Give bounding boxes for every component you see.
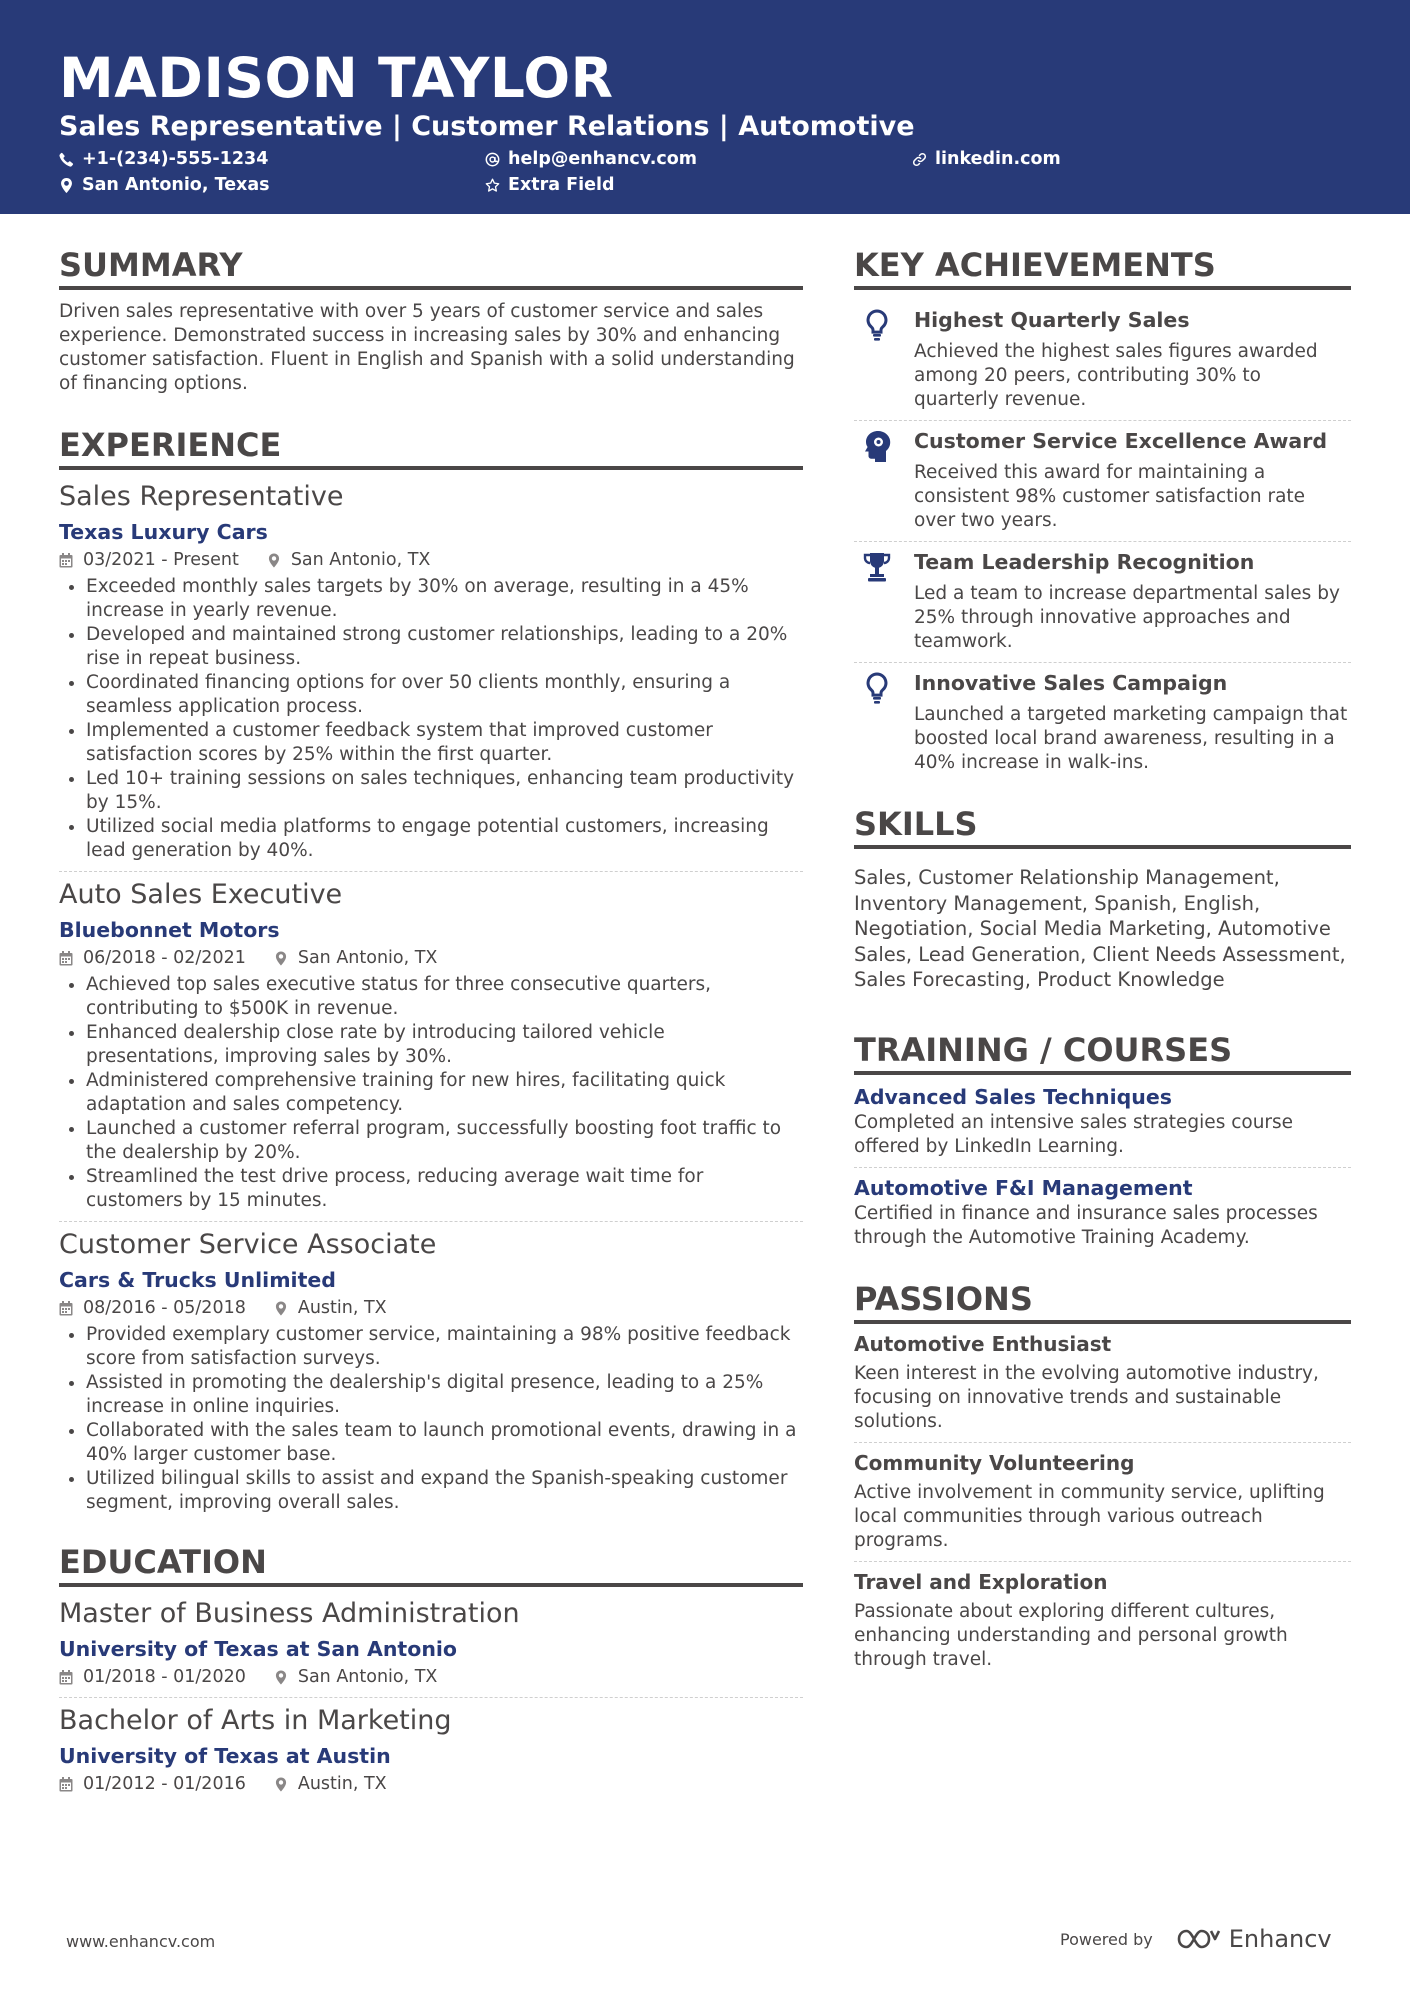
skills-text: Sales, Customer Relationship Management, Inventory Management, Spanish, English, Negotiation, Social Media Marketing, Automotive Sales, Lead Generation, Client Needs Assessment, Sales Forecasting, Product Knowledge bbox=[854, 866, 1346, 991]
passion-desc: Active involvement in community service, uplifting local communities through various outreach programs. bbox=[854, 1481, 1325, 1551]
passion-title: Travel and Exploration bbox=[854, 1569, 1108, 1594]
calendar-icon bbox=[59, 951, 73, 966]
bullet-item: Enhanced dealership close rate by introducing tailored vehicle presentations, improving sales by 30%. bbox=[59, 1021, 803, 1069]
achievement-title: Highest Quarterly Sales bbox=[914, 308, 1190, 332]
job-bullets bbox=[59, 575, 803, 863]
bullet-item: Collaborated with the sales team to launch promotional events, drawing in a 40% larger customer base. bbox=[59, 1419, 803, 1467]
course-item bbox=[854, 1174, 1351, 1250]
headline: Sales Representative | Customer Relations | Automotive bbox=[59, 111, 915, 142]
school-name: University of Texas at San Antonio bbox=[59, 1637, 458, 1661]
contact-location bbox=[59, 174, 270, 196]
phone-icon bbox=[59, 152, 74, 167]
achievement-title: Team Leadership Recognition bbox=[914, 550, 1255, 574]
job-meta bbox=[59, 1296, 803, 1320]
passion-title: Automotive Enthusiast bbox=[854, 1331, 1112, 1356]
star-icon bbox=[485, 178, 500, 193]
achievement-title: Customer Service Excellence Award bbox=[914, 429, 1328, 453]
bullet-item: Provided exemplary customer service, maintaining a 98% positive feedback score from satisfaction surveys. bbox=[59, 1323, 803, 1371]
enhancv-logo-icon bbox=[1175, 1927, 1221, 1951]
divider bbox=[854, 1442, 1351, 1443]
location-pin-icon bbox=[267, 553, 281, 568]
calendar-icon bbox=[59, 1777, 73, 1792]
bullet-item: Achieved top sales executive status for three consecutive quarters, contributing to $500K in revenue. bbox=[59, 973, 803, 1021]
job-meta bbox=[59, 946, 803, 970]
course-title: Automotive F&I Management bbox=[854, 1175, 1193, 1200]
achievement-title: Innovative Sales Campaign bbox=[914, 671, 1228, 695]
education-entry bbox=[59, 1597, 803, 1689]
achievements-section bbox=[854, 246, 1351, 783]
job-bullets bbox=[59, 1323, 803, 1515]
education-meta bbox=[59, 1772, 803, 1796]
passions-section bbox=[854, 1280, 1351, 1672]
education-entry bbox=[59, 1704, 803, 1796]
calendar-icon bbox=[59, 1301, 73, 1316]
section-title: SUMMARY bbox=[59, 246, 803, 290]
bullet-item: Coordinated financing options for over 50 clients monthly, ensuring a seamless application process. bbox=[59, 671, 803, 719]
passion-title: Community Volunteering bbox=[854, 1450, 1135, 1475]
job-meta bbox=[59, 548, 803, 572]
candidate-name: MADISON TAYLOR bbox=[59, 46, 614, 110]
contact-linkedin[interactable] bbox=[912, 148, 1061, 170]
course-title: Advanced Sales Techniques bbox=[854, 1084, 1172, 1109]
passion-item bbox=[854, 1568, 1351, 1672]
bullet-item: Assisted in promoting the dealership's digital presence, leading to a 25% increase in online inquiries. bbox=[59, 1371, 803, 1419]
achievement-desc: Achieved the highest sales figures awarded among 20 peers, contributing 30% to quarterly revenue. bbox=[914, 341, 1318, 410]
bullet-item: Administered comprehensive training for new hires, facilitating quick adaptation and sales competency. bbox=[59, 1069, 803, 1117]
company-name: Texas Luxury Cars bbox=[59, 520, 268, 544]
head-icon bbox=[862, 429, 892, 463]
course-item bbox=[854, 1083, 1351, 1159]
degree: Master of Business Administration bbox=[59, 1598, 520, 1629]
summary-section bbox=[59, 246, 803, 396]
lightbulb-icon bbox=[862, 671, 892, 705]
left-column bbox=[59, 246, 803, 1796]
link-icon bbox=[912, 152, 927, 167]
trophy-icon bbox=[862, 550, 892, 584]
bullet-item: Developed and maintained strong customer relationships, leading to a 20% rise in repeat business. bbox=[59, 623, 803, 671]
school-name: University of Texas at Austin bbox=[59, 1744, 391, 1768]
brand-name: Enhancv bbox=[1228, 1925, 1332, 1953]
location-value: San Antonio, Texas bbox=[82, 175, 270, 195]
calendar-icon bbox=[59, 553, 73, 568]
passion-desc: Passionate about exploring different cultures, enhancing understanding and personal growth through travel. bbox=[854, 1600, 1288, 1670]
section-title: PASSIONS bbox=[854, 1280, 1351, 1324]
location-pin-icon bbox=[274, 1777, 288, 1792]
divider bbox=[59, 1221, 803, 1222]
experience-entry bbox=[59, 1228, 803, 1515]
achievement-item bbox=[854, 542, 1351, 662]
job-title: Auto Sales Executive bbox=[59, 879, 343, 910]
section-title: KEY ACHIEVEMENTS bbox=[854, 246, 1351, 290]
passion-desc: Keen interest in the evolving automotive industry, focusing on innovative trends and sustainable solutions. bbox=[854, 1362, 1319, 1432]
calendar-icon bbox=[59, 1670, 73, 1685]
location-pin-icon bbox=[274, 951, 288, 966]
passion-item bbox=[854, 1330, 1351, 1434]
bullet-item: Utilized bilingual skills to assist and expand the Spanish-speaking customer segment, improving overall sales. bbox=[59, 1467, 803, 1515]
company-name: Cars & Trucks Unlimited bbox=[59, 1268, 336, 1292]
job-location: Austin, TX bbox=[297, 1298, 387, 1318]
email-value[interactable]: help@enhancv.com bbox=[508, 149, 698, 169]
enhancv-logo[interactable] bbox=[1175, 1925, 1332, 1953]
bullet-item: Streamlined the test drive process, reducing average wait time for customers by 15 minutes. bbox=[59, 1165, 803, 1213]
divider bbox=[59, 1697, 803, 1698]
bullet-item: Launched a customer referral program, successfully boosting foot traffic to the dealership by 20%. bbox=[59, 1117, 803, 1165]
extra-value: Extra Field bbox=[508, 175, 615, 195]
footer-branding bbox=[1060, 1925, 1332, 1953]
experience-section bbox=[59, 426, 803, 1515]
section-title: TRAINING / COURSES bbox=[854, 1031, 1351, 1075]
at-sign-icon bbox=[485, 152, 500, 167]
right-column bbox=[854, 246, 1351, 1672]
footer-website[interactable]: www.enhancv.com bbox=[66, 1932, 216, 1951]
location-pin-icon bbox=[274, 1301, 288, 1316]
lightbulb-icon bbox=[862, 308, 892, 342]
bullet-item: Led 10+ training sessions on sales techniques, enhancing team productivity by 15%. bbox=[59, 767, 803, 815]
phone-value: +1-(234)-555-1234 bbox=[82, 149, 269, 169]
education-meta bbox=[59, 1665, 803, 1689]
divider bbox=[854, 1561, 1351, 1562]
experience-entry bbox=[59, 878, 803, 1213]
achievement-desc: Received this award for maintaining a consistent 98% customer satisfaction rate over two years. bbox=[914, 462, 1306, 531]
achievement-item bbox=[854, 421, 1351, 541]
experience-entry bbox=[59, 480, 803, 863]
bullet-item: Implemented a customer feedback system that improved customer satisfaction scores by 25% within the first quarter. bbox=[59, 719, 803, 767]
linkedin-value[interactable]: linkedin.com bbox=[935, 149, 1061, 169]
summary-text: Driven sales representative with over 5 years of customer service and sales experience. Demonstrated success in increasing sales by 30% and enhancing customer satisfaction. Fluent in English and Spanish with a solid understanding of financing options. bbox=[59, 301, 795, 394]
job-location: San Antonio, TX bbox=[290, 550, 431, 570]
education-location: San Antonio, TX bbox=[297, 1667, 438, 1687]
location-pin-icon bbox=[59, 178, 74, 193]
job-dates: 03/2021 - Present bbox=[83, 550, 239, 570]
achievement-item bbox=[854, 663, 1351, 783]
section-title: EXPERIENCE bbox=[59, 426, 803, 470]
course-desc: Completed an intensive sales strategies course offered by LinkedIn Learning. bbox=[854, 1111, 1294, 1157]
education-dates: 01/2012 - 01/2016 bbox=[83, 1774, 246, 1794]
section-title: SKILLS bbox=[854, 805, 1351, 849]
bullet-item: Exceeded monthly sales targets by 30% on average, resulting in a 45% increase in yearly revenue. bbox=[59, 575, 803, 623]
job-bullets bbox=[59, 973, 803, 1213]
degree: Bachelor of Arts in Marketing bbox=[59, 1705, 452, 1736]
training-section bbox=[854, 1031, 1351, 1250]
job-location: San Antonio, TX bbox=[297, 948, 438, 968]
education-dates: 01/2018 - 01/2020 bbox=[83, 1667, 246, 1687]
section-title: EDUCATION bbox=[59, 1543, 803, 1587]
contact-extra bbox=[485, 174, 615, 196]
job-dates: 06/2018 - 02/2021 bbox=[83, 948, 246, 968]
education-location: Austin, TX bbox=[297, 1774, 387, 1794]
job-title: Customer Service Associate bbox=[59, 1229, 437, 1260]
passion-item bbox=[854, 1449, 1351, 1553]
bullet-item: Utilized social media platforms to engage potential customers, increasing lead generation by 40%. bbox=[59, 815, 803, 863]
course-desc: Certified in finance and insurance sales processes through the Automotive Training Academy. bbox=[854, 1202, 1318, 1248]
resume-header bbox=[0, 0, 1410, 214]
achievement-desc: Led a team to increase departmental sales by 25% through innovative approaches and teamwork. bbox=[914, 583, 1340, 652]
education-section bbox=[59, 1543, 803, 1796]
company-name: Bluebonnet Motors bbox=[59, 918, 280, 942]
skills-section bbox=[854, 805, 1351, 993]
divider bbox=[854, 1167, 1351, 1168]
contact-phone bbox=[59, 148, 268, 170]
location-pin-icon bbox=[274, 1670, 288, 1685]
job-dates: 08/2016 - 05/2018 bbox=[83, 1298, 246, 1318]
job-title: Sales Representative bbox=[59, 481, 344, 512]
achievement-desc: Launched a targeted marketing campaign that boosted local brand awareness, resulting in a 40% increase in walk-ins. bbox=[914, 704, 1348, 773]
divider bbox=[59, 871, 803, 872]
contact-email[interactable] bbox=[485, 148, 697, 170]
achievement-item bbox=[854, 300, 1351, 420]
powered-by-label: Powered by bbox=[1060, 1929, 1153, 1949]
